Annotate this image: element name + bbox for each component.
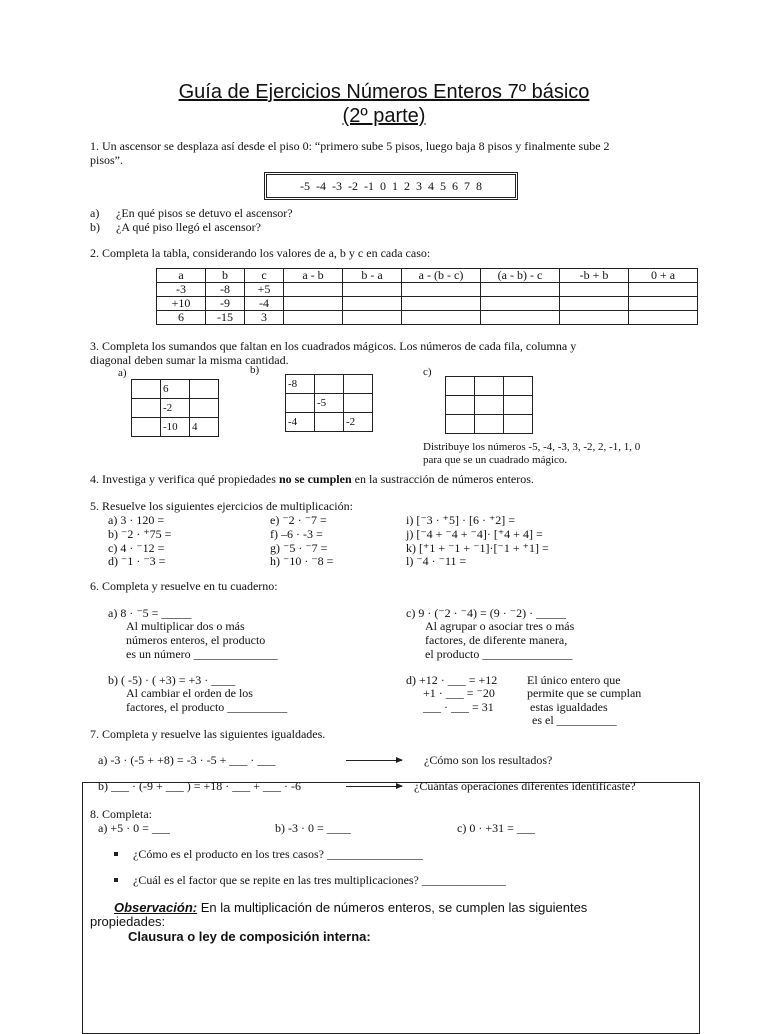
q8-text: 8. Completa: <box>90 807 152 821</box>
number-line-value: -2 <box>348 178 358 193</box>
observation-line1 <box>90 900 587 915</box>
q6-d-side4: es el __________ <box>532 713 617 727</box>
table-cell: -8 <box>206 283 245 297</box>
magic-square-row <box>132 418 219 437</box>
table-cell <box>343 311 402 325</box>
table-cell <box>560 283 629 297</box>
table-cell <box>284 283 343 297</box>
magic-square-cell <box>475 377 504 396</box>
table-header-cell: b <box>206 269 245 283</box>
number-line-value: -1 <box>364 178 374 193</box>
q6-d-line3: ___ · ___ = 31 <box>423 700 494 714</box>
magic-square-row <box>446 377 533 396</box>
table-cell: -3 <box>157 283 206 297</box>
q5-item-k: k) [⁺1 + ⁻1 + ⁻1]·[⁻1 + ⁺1] = <box>406 541 549 555</box>
q5-item-l: l) ⁻4 · ⁻11 = <box>406 554 467 568</box>
magic-square-cell <box>286 394 315 413</box>
magic-square-row <box>446 396 533 415</box>
q5-text: 5. Resuelve los siguientes ejercicios de multiplicación: <box>90 499 353 513</box>
magic-square-cell <box>446 396 475 415</box>
magic-square-cell <box>475 396 504 415</box>
q8-item-b: b) -3 · 0 = ____ <box>275 821 351 835</box>
q1-b-text: ¿A qué piso llegó el ascensor? <box>116 220 261 234</box>
number-line-value: 4 <box>428 178 434 193</box>
q3-a-label: a) <box>118 367 127 379</box>
q6-d-line2: +1 · ___ = ⁻20 <box>423 686 495 700</box>
table-header-cell: 0 + a <box>629 269 698 283</box>
number-line-value: 1 <box>392 178 398 193</box>
q8-item-a: a) +5 · 0 = ___ <box>98 821 170 835</box>
q4-text-pre: 4. Investiga y verifica qué propiedades <box>90 472 279 486</box>
table-cell <box>629 283 698 297</box>
magic-square-cell <box>504 415 533 434</box>
q4-text <box>90 472 534 486</box>
q6-a-line4: es un número ______________ <box>126 647 278 661</box>
observation-line2: propiedades: <box>90 914 166 929</box>
table-cell <box>402 311 481 325</box>
q6-d-side2: permite que se cumplan <box>527 686 642 700</box>
magic-square-cell <box>132 380 161 399</box>
q7-a-question: ¿Cómo son los resultados? <box>424 753 553 767</box>
table-header-cell: c <box>245 269 284 283</box>
q3-b-label: b) <box>250 364 260 376</box>
q4-text-bold: no se cumplen <box>278 472 352 486</box>
observation-text: En la multiplicación de números enteros, se cumplen las siguientes <box>197 900 588 915</box>
table-header-cell: a - (b - c) <box>402 269 481 283</box>
q7-a-equation: a) -3 · (-5 + +8) = -3 · -5 + ___ · ___ <box>98 753 276 767</box>
magic-square-cell <box>446 415 475 434</box>
magic-square-cell <box>190 380 219 399</box>
table-cell <box>284 297 343 311</box>
number-line-value: 0 <box>380 178 386 193</box>
q6-c-line3: factores, de diferente manera, <box>425 633 568 647</box>
magic-square-cell <box>315 375 344 394</box>
q6-d-side3: estas igualdades <box>530 700 608 714</box>
number-line-value: 6 <box>452 178 458 193</box>
magic-square-cell: -4 <box>286 413 315 432</box>
magic-square-cell <box>446 377 475 396</box>
q5-item-i: i) [⁻3 · ⁺5] · [6 · ⁺2] = <box>406 513 516 527</box>
values-table <box>156 268 698 325</box>
q6-c-line2: Al agrupar o asociar tres o más <box>425 619 575 633</box>
q4-text-post: en la sustracción de números enteros. <box>351 472 534 486</box>
table-cell <box>481 283 560 297</box>
q5-item-d: d) ⁻1 · ⁻3 = <box>108 554 166 568</box>
magic-square-row <box>286 394 373 413</box>
magic-square-c <box>445 376 533 434</box>
q5-item-f: f) –6 · -3 = <box>270 527 323 541</box>
q5-item-c: c) 4 · ⁻12 = <box>108 541 165 555</box>
q3-text-line2: diagonal deben sumar la misma cantidad. <box>90 353 289 367</box>
q5-item-e: e) ⁻2 · ⁻7 = <box>270 513 327 527</box>
table-row <box>157 311 698 325</box>
table-header-row <box>157 269 698 283</box>
magic-square-row <box>286 375 373 394</box>
q1-b-label: b) <box>90 220 100 234</box>
magic-square-cell <box>132 399 161 418</box>
table-cell: -4 <box>245 297 284 311</box>
q5-item-j: j) [⁻4 + ⁻4 + ⁻4]· [⁺4 + 4] = <box>406 527 543 541</box>
magic-square-cell <box>475 415 504 434</box>
table-cell: -15 <box>206 311 245 325</box>
magic-square-b <box>285 374 373 432</box>
q1-a-text: ¿En qué pisos se detuvo el ascensor? <box>116 206 293 220</box>
magic-square-cell <box>344 394 373 413</box>
q6-a-line1: a) 8 · ⁻5 = _____ <box>108 606 192 620</box>
table-cell: 3 <box>245 311 284 325</box>
q6-c-line4: el producto _______________ <box>425 647 573 661</box>
magic-square-cell: -2 <box>344 413 373 432</box>
table-header-cell: a - b <box>284 269 343 283</box>
q5-item-a: a) 3 · 120 = <box>108 513 165 527</box>
number-line-value: -4 <box>316 178 326 193</box>
q6-b-line3: factores, el producto __________ <box>126 700 288 714</box>
table-cell: +5 <box>245 283 284 297</box>
q1-a-label: a) <box>90 206 100 220</box>
q7-text: 7. Completa y resuelve las siguientes igualdades. <box>90 727 326 741</box>
magic-square-cell <box>315 413 344 432</box>
q5-item-g: g) ⁻5 · ⁻7 = <box>270 541 328 555</box>
bullet-icon <box>114 878 118 882</box>
q3-c-label: c) <box>423 366 432 378</box>
magic-square-cell <box>190 399 219 418</box>
number-line-value: -3 <box>332 178 342 193</box>
number-line-value: 8 <box>476 178 482 193</box>
page-subtitle: (2º parte) <box>342 105 426 127</box>
table-cell <box>343 297 402 311</box>
table-cell <box>481 311 560 325</box>
table-row <box>157 283 698 297</box>
table-header-cell: a <box>157 269 206 283</box>
number-line-box <box>264 172 518 200</box>
magic-square-a <box>131 379 219 437</box>
table-cell <box>629 311 698 325</box>
magic-square-cell: -8 <box>286 375 315 394</box>
q8-bullet2: ¿Cuál es el factor que se repite en las tres multiplicaciones? ______________ <box>133 873 506 887</box>
q6-text: 6. Completa y resuelve en tu cuaderno: <box>90 579 278 593</box>
q6-a-line2: Al multiplicar dos o más <box>126 619 245 633</box>
q6-b-line2: Al cambiar el orden de los <box>126 686 253 700</box>
table-header-cell: -b + b <box>560 269 629 283</box>
table-cell <box>560 297 629 311</box>
q2-text: 2. Completa la tabla, considerando los valores de a, b y c en cada caso: <box>90 246 431 260</box>
table-header-cell: (a - b) - c <box>481 269 560 283</box>
magic-square-cell: 4 <box>190 418 219 437</box>
table-cell: +10 <box>157 297 206 311</box>
magic-square-cell: -5 <box>315 394 344 413</box>
q6-b-line1: b) ( -5) · ( +3) = +3 · ____ <box>108 673 236 687</box>
table-header-cell: b - a <box>343 269 402 283</box>
magic-square-cell <box>132 418 161 437</box>
number-line-value: 2 <box>404 178 410 193</box>
table-cell <box>560 311 629 325</box>
magic-square-cell: -2 <box>161 399 190 418</box>
magic-square-row <box>286 413 373 432</box>
arrow-right-icon <box>346 760 402 761</box>
q3-note-line2: para que se un cuadrado mágico. <box>423 454 568 466</box>
table-cell <box>284 311 343 325</box>
magic-square-cell <box>504 377 533 396</box>
observation-label: Observación: <box>114 900 198 915</box>
bullet-icon <box>114 852 118 856</box>
number-line-value: 7 <box>464 178 470 193</box>
q3-note-line1: Distribuye los números -5, -4, -3, 3, -2, 2, -1, 1, 0 <box>423 441 641 453</box>
table-cell <box>481 297 560 311</box>
magic-square-row <box>132 399 219 418</box>
table-row <box>157 297 698 311</box>
magic-square-cell: -10 <box>161 418 190 437</box>
number-line-value: 3 <box>416 178 422 193</box>
q7-b-question: ¿Cuántas operaciones diferentes identificaste? <box>414 779 636 793</box>
clausura-heading: Clausura o ley de composición interna: <box>128 929 371 944</box>
table-cell <box>629 297 698 311</box>
q8-bullet1: ¿Cómo es el producto en los tres casos? ________________ <box>133 847 423 861</box>
table-cell <box>343 283 402 297</box>
q6-d-line1: d) +12 · ___ = +12 <box>406 673 498 687</box>
magic-square-row <box>446 415 533 434</box>
magic-square-cell: 6 <box>161 380 190 399</box>
magic-square-cell <box>344 375 373 394</box>
q7-b-equation: b) ___ · (-9 + ___ ) = +18 · ___ + ___ · -6 <box>98 779 302 793</box>
table-cell: 6 <box>157 311 206 325</box>
q5-item-b: b) ⁻2 · ⁺75 = <box>108 527 172 541</box>
q1-text-line1: 1. Un ascensor se desplaza así desde el piso 0: “primero sube 5 pisos, luego baja 8 pisos y finalmente sube 2 <box>90 139 610 153</box>
q6-c-line1: c) 9 · (⁻2 · ⁻4) = (9 · ⁻2) · _____ <box>406 606 567 620</box>
q1-text-line2: pisos”. <box>90 153 123 167</box>
table-cell: -9 <box>206 297 245 311</box>
magic-square-cell <box>504 396 533 415</box>
magic-square-row <box>132 380 219 399</box>
q8-item-c: c) 0 · +31 = ___ <box>457 821 535 835</box>
page-title: Guía de Ejercicios Números Enteros 7º básico <box>178 81 590 103</box>
table-cell <box>402 297 481 311</box>
q3-text-line1: 3. Completa los sumandos que faltan en los cuadrados mágicos. Los números de cada fila, columna y <box>90 339 577 353</box>
number-line-value: 5 <box>440 178 446 193</box>
number-line-value: -5 <box>300 178 310 193</box>
q5-item-h: h) ⁻10 · ⁻8 = <box>270 554 334 568</box>
table-cell <box>402 283 481 297</box>
q6-d-side1: El único entero que <box>527 673 621 687</box>
q6-a-line3: números enteros, el producto <box>126 633 266 647</box>
